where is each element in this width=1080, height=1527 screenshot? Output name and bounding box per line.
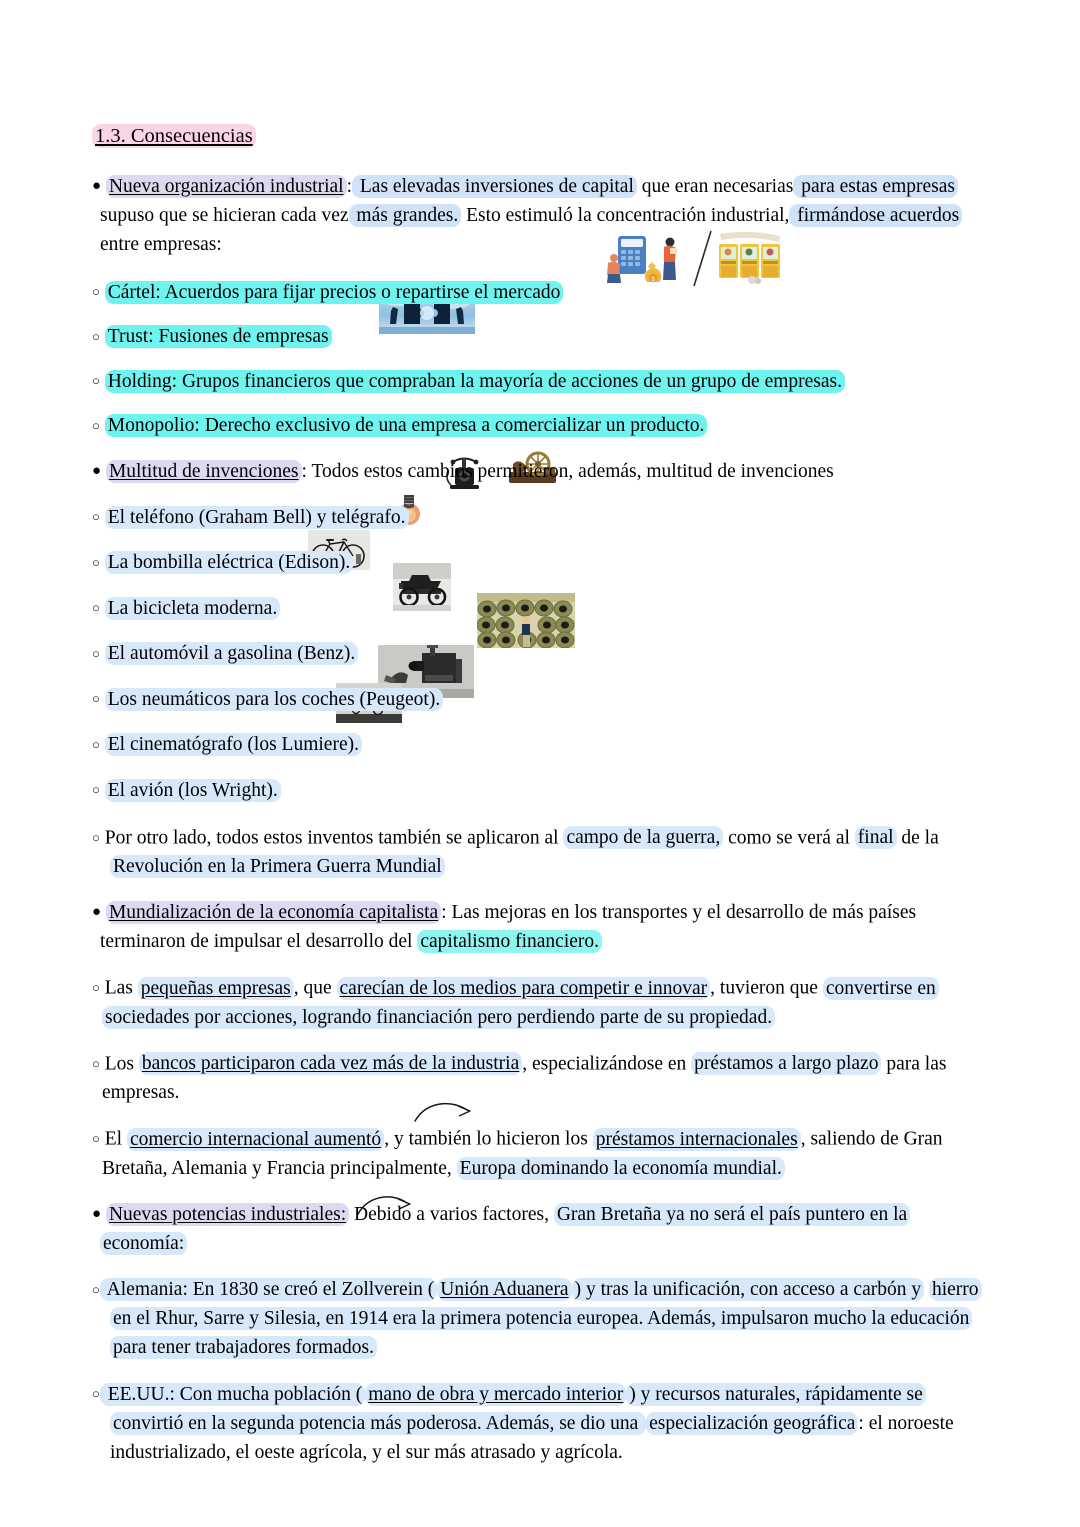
bancos-u1: bancos participaron cada vez más de la industria: [139, 1052, 522, 1075]
eeuu-u1: mano de obra y mercado interior: [365, 1383, 626, 1406]
bullet-hollow-icon: ○: [92, 417, 100, 433]
bullet-filled-icon: ●: [92, 904, 102, 920]
paragraph-eeuu: [92, 1379, 982, 1467]
bancos-p1: Los: [99, 1053, 139, 1074]
list-item-telefono: [92, 502, 982, 532]
comercio-p3: , saliendo de Gran: [800, 1128, 943, 1150]
lead-mundializacion: Mundialización de la economía capitalista: [106, 901, 441, 924]
bullet-filled-icon: ●: [92, 178, 102, 194]
eeuu-p2: ) y recursos naturales, rápidamente se convirtió en la segunda potencia más poderosa. Además, se dio una: [110, 1383, 926, 1435]
bullet-hollow-icon: ○: [92, 554, 100, 570]
pequenas-p4: sociedades por acciones, logrando financiación pero perdiendo parte de su propiedad.: [102, 1006, 775, 1029]
list-item-holding: [92, 366, 982, 396]
guerra-h1: campo de la guerra,: [563, 826, 723, 849]
lead-nueva-organizacion: Nueva organización industrial: [106, 175, 347, 198]
paragraph-guerra: [92, 823, 982, 882]
eeuu-h1: especialización geográfica: [646, 1412, 858, 1435]
list-item-cinematografo: [92, 730, 982, 760]
paragraph-multitud-invenciones: [92, 457, 982, 486]
colon-2: :: [301, 461, 307, 482]
page-title: 1.3. Consecuencias: [92, 124, 256, 148]
bullet-hollow-icon: ○: [92, 736, 100, 752]
paragraph-nueva-organizacion: [92, 172, 982, 259]
automovil-text: El automóvil a gasolina (Benz).: [105, 642, 358, 665]
document-body: [92, 122, 982, 1484]
avion-text: El avión (los Wright).: [105, 779, 281, 802]
colon-1: :: [346, 176, 353, 197]
trust-text: Trust: Fusiones de empresas: [105, 325, 332, 348]
invenciones-rest: Todos estos cambios permitieron, además, multitud de invenciones: [306, 461, 834, 482]
potencias-h1: Gran Bretaña ya no será el país puntero en la: [554, 1203, 910, 1226]
neumaticos-text: Los neumáticos para los coches (Peugeot).: [105, 688, 443, 711]
paragraph-comercio: [92, 1124, 982, 1183]
paragraph-pequenas-empresas: [92, 973, 982, 1032]
bullet-hollow-icon: ○: [92, 645, 100, 661]
bullet-hollow-icon: ○: [92, 691, 100, 706]
pequenas-u2: carecían de los medios para competir e innovar: [337, 977, 711, 1000]
eeuu-p3: : el noroeste industrializado, el oeste agrícola, y el sur más atrasado y agrícola.: [110, 1412, 954, 1463]
eeuu-p1: EE.UU.: Con mucha población (: [100, 1383, 365, 1406]
alemania-u1: Unión Aduanera: [437, 1278, 571, 1301]
comercio-p4: Bretaña, Alemania y Francia principalmente,: [102, 1157, 457, 1179]
list-item-monopolio: [92, 411, 982, 441]
section-heading: [92, 122, 982, 150]
bullet-hollow-icon: ○: [92, 1281, 100, 1297]
pequenas-p2: , que: [293, 977, 337, 999]
bullet-hollow-icon: ○: [92, 1386, 100, 1401]
holding-text: Holding: Grupos financieros que compraban la mayoría de acciones de un grupo de empresas.: [105, 370, 845, 393]
comercio-u1: comercio internacional aumentó: [127, 1128, 384, 1151]
bancos-p3: para las: [881, 1053, 947, 1074]
list-item-cartel: [92, 277, 982, 307]
bullet-filled-icon: ●: [92, 463, 102, 479]
seg-c: para estas empresas: [793, 175, 958, 198]
bicicleta-text: La bicicleta moderna.: [105, 597, 280, 620]
list-item-bicicleta: [92, 593, 982, 623]
colon-3: :: [441, 902, 447, 923]
lead-nuevas-potencias: Nuevas potencias industriales:: [106, 1203, 349, 1226]
bullet-hollow-icon: ○: [92, 980, 100, 995]
paragraph-mundializacion: [92, 898, 982, 956]
bullet-hollow-icon: ○: [92, 829, 100, 845]
telefono-text: El teléfono (Graham Bell) y telégrafo.: [105, 506, 409, 529]
paragraph-alemania: [92, 1275, 982, 1363]
pequenas-u1: pequeñas empresas: [138, 977, 294, 1000]
seg-f: Esto estimuló la concentración industrial,: [461, 205, 790, 226]
bancos-p2: , especializándose en: [522, 1053, 692, 1074]
bullet-hollow-icon: ○: [92, 1131, 100, 1146]
bancos-h1: préstamos a largo plazo: [691, 1052, 881, 1075]
cinematografo-text: El cinematógrafo (los Lumiere).: [105, 733, 362, 756]
list-item-avion: [92, 775, 982, 805]
comercio-p2: , y también lo hicieron los: [384, 1128, 593, 1150]
comercio-h1: Europa dominando la economía mundial.: [457, 1157, 785, 1180]
lead-multitud-invenciones: Multitud de invenciones: [106, 460, 302, 483]
monopolio-text: Monopolio: Derecho exclusivo de una empresa a comercializar un producto.: [105, 414, 708, 437]
potencias-p2: economía:: [100, 1232, 187, 1255]
seg-a: Las elevadas inversiones de capital: [352, 175, 637, 198]
guerra-h3: Revolución en la Primera Guerra Mundial: [110, 855, 445, 878]
list-item-neumaticos: [92, 684, 982, 714]
mundializacion-h1: capitalismo financiero.: [417, 930, 602, 953]
pequenas-p3: , tuvieron que: [710, 977, 823, 999]
bullet-hollow-icon: ○: [92, 284, 100, 299]
potencias-p1: Debido a varios factores,: [349, 1203, 554, 1225]
bancos-p4: empresas.: [102, 1082, 180, 1103]
guerra-h2: final: [855, 826, 897, 849]
list-item-bombilla: [92, 548, 982, 578]
bullet-hollow-icon: ○: [92, 328, 100, 344]
bullet-hollow-icon: ○: [92, 1055, 100, 1071]
seg-d: supuso que se hicieran cada vez: [100, 205, 349, 226]
bombilla-text: La bombilla eléctrica (Edison).: [105, 551, 354, 574]
guerra-p2: como se verá al: [723, 827, 855, 848]
bullet-hollow-icon: ○: [92, 782, 100, 797]
comercio-u2: préstamos internacionales: [593, 1128, 801, 1151]
comercio-p1: El: [99, 1128, 127, 1150]
pequenas-h1: convertirse en: [823, 977, 939, 1000]
alemania-p2: ) y tras la unificación, con acceso a carbón y: [572, 1278, 925, 1301]
seg-b: que eran necesarias: [636, 176, 794, 197]
list-item-automovil: [92, 639, 982, 669]
seg-e: más grandes.: [349, 204, 462, 227]
bullet-hollow-icon: ○: [92, 373, 100, 388]
bullet-hollow-icon: ○: [92, 509, 100, 524]
paragraph-bancos: [92, 1049, 982, 1108]
paragraph-nuevas-potencias: [92, 1200, 982, 1258]
cartel-text: Cártel: Acuerdos para fijar precios o repartirse el mercado: [105, 281, 564, 304]
seg-h: entre empresas:: [100, 234, 222, 255]
bullet-hollow-icon: ○: [92, 600, 100, 615]
alemania-p1: Alemania: En 1830 se creó el Zollverein (: [100, 1278, 437, 1301]
mundializacion-p1: Las mejoras en los transportes y el desarrollo de más países: [446, 902, 917, 923]
list-item-trust: [92, 322, 982, 352]
svg-text:$: $: [651, 277, 655, 283]
guerra-p3: de la: [896, 827, 939, 848]
bullet-filled-icon: ●: [92, 1205, 102, 1222]
mundializacion-p2: terminaron de impulsar el desarrollo del: [100, 931, 418, 952]
guerra-p1: Por otro lado, todos estos inventos también se aplicaron al: [99, 827, 564, 848]
seg-g: firmándose acuerdos: [789, 204, 962, 227]
pequenas-p1: Las: [99, 977, 138, 999]
alemania-p3: hierro en el Rhur, Sarre y Silesia, en 1914 era la primera potencia europea. Además, impulsaron mucho la educación para tener trabajadores formados.: [110, 1278, 982, 1359]
